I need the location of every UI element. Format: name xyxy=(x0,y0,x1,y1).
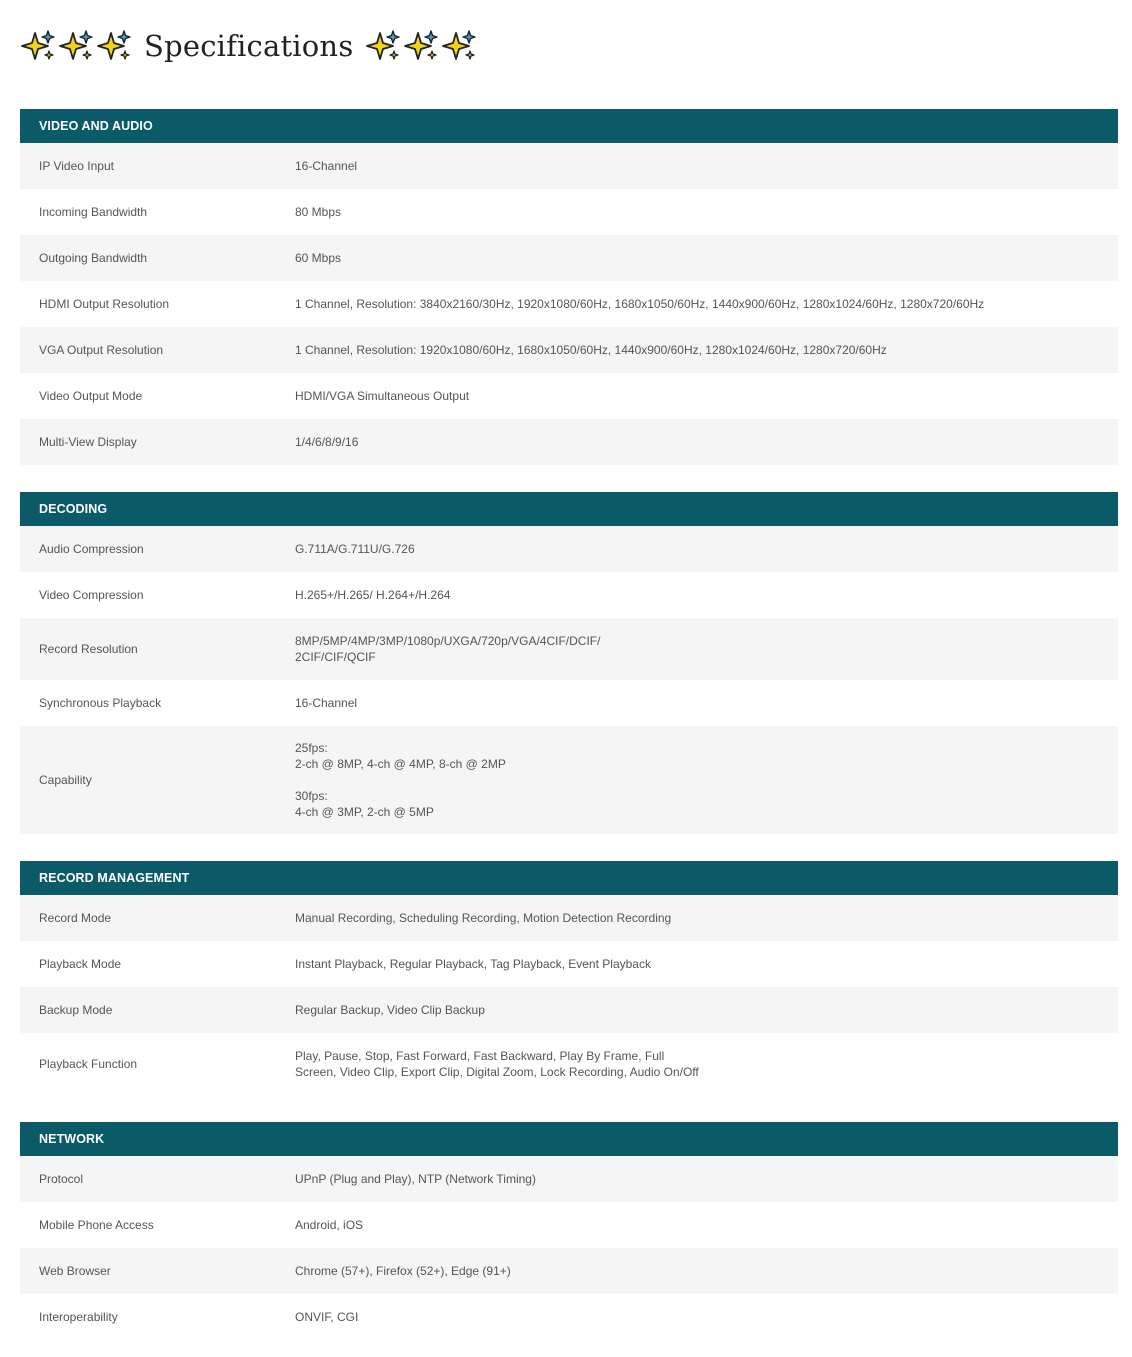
spec-label: IP Video Input xyxy=(39,159,114,173)
spec-section-decoding xyxy=(20,492,1118,834)
spec-label: Video Compression xyxy=(39,588,144,602)
sparkles-icon xyxy=(20,28,56,64)
spec-row xyxy=(20,419,1118,465)
spec-value: 8MP/5MP/4MP/3MP/1080p/UXGA/720p/VGA/4CIF/DCIF/ 2CIF/CIF/QCIF xyxy=(295,634,601,664)
spec-value: H.265+/H.265/ H.264+/H.264 xyxy=(295,588,451,602)
spec-row xyxy=(20,895,1118,941)
spec-row xyxy=(20,327,1118,373)
spec-label: Protocol xyxy=(39,1172,84,1186)
spec-row xyxy=(20,941,1118,987)
spec-row xyxy=(20,235,1118,281)
spec-row xyxy=(20,1156,1118,1202)
spec-row xyxy=(20,1202,1118,1248)
sparkles-group-right xyxy=(365,28,477,64)
spec-label: Web Browser xyxy=(39,1264,111,1278)
spec-value: 16-Channel xyxy=(295,159,358,173)
section-header: NETWORK xyxy=(20,1122,1118,1156)
spec-row xyxy=(20,526,1118,572)
section-header: VIDEO AND AUDIO xyxy=(20,109,1118,143)
spec-label: Mobile Phone Access xyxy=(39,1218,154,1232)
sparkles-icon xyxy=(403,28,439,64)
spec-label: Synchronous Playback xyxy=(39,696,162,710)
spec-value: Manual Recording, Scheduling Recording, Motion Detection Recording xyxy=(295,911,672,925)
sparkles-icon xyxy=(441,28,477,64)
spec-value: 1/4/6/8/9/16 xyxy=(295,435,359,449)
spec-section-video-audio xyxy=(20,109,1118,465)
page-title xyxy=(20,26,477,66)
spec-value: UPnP (Plug and Play), NTP (Network Timing) xyxy=(295,1172,536,1186)
spec-label: Capability xyxy=(39,773,92,787)
spec-label: Record Mode xyxy=(39,911,112,925)
spec-value: HDMI/VGA Simultaneous Output xyxy=(295,389,470,403)
sparkles-group-left xyxy=(20,28,132,64)
sparkles-icon xyxy=(58,28,94,64)
spec-label: Backup Mode xyxy=(39,1003,113,1017)
spec-value: 1 Channel, Resolution: 1920x1080/60Hz, 1680x1050/60Hz, 1440x900/60Hz, 1280x1024/60Hz, 1280x720/60Hz xyxy=(295,343,887,357)
spec-value: 80 Mbps xyxy=(295,205,342,219)
spec-label: VGA Output Resolution xyxy=(39,343,164,357)
page-title-text: Specifications xyxy=(144,29,354,63)
spec-value: 60 Mbps xyxy=(295,251,342,265)
spec-row xyxy=(20,1294,1118,1340)
sparkles-icon xyxy=(365,28,401,64)
spec-label: Interoperability xyxy=(39,1310,118,1324)
sparkles-icon xyxy=(96,28,132,64)
spec-section-record-management xyxy=(20,861,1118,1095)
spec-value: 16-Channel xyxy=(295,696,358,710)
spec-label: Incoming Bandwidth xyxy=(39,205,148,219)
spec-value: Android, iOS xyxy=(295,1218,364,1232)
spec-label: Record Resolution xyxy=(39,642,138,656)
spec-value: 1 Channel, Resolution: 3840x2160/30Hz, 1920x1080/60Hz, 1680x1050/60Hz, 1440x900/60Hz, 1280x1024/60Hz, 1280x720/60Hz xyxy=(295,297,985,311)
spec-value: Regular Backup, Video Clip Backup xyxy=(295,1003,485,1017)
spec-label: Playback Mode xyxy=(39,957,122,971)
spec-section-network xyxy=(20,1122,1118,1340)
spec-row xyxy=(20,572,1118,618)
section-header: DECODING xyxy=(20,492,1118,526)
section-header: RECORD MANAGEMENT xyxy=(20,861,1118,895)
spec-value: 25fps: 2-ch @ 8MP, 4-ch @ 4MP, 8-ch @ 2MP 30fps: 4-ch @ 3MP, 2-ch @ 5MP xyxy=(295,741,506,819)
spec-label: Audio Compression xyxy=(39,542,144,556)
spec-label: Playback Function xyxy=(39,1057,138,1071)
spec-row xyxy=(20,726,1118,834)
spec-row xyxy=(20,1033,1118,1095)
spec-label: Outgoing Bandwidth xyxy=(39,251,148,265)
spec-row xyxy=(20,373,1118,419)
spec-row xyxy=(20,987,1118,1033)
spec-value: Play, Pause, Stop, Fast Forward, Fast Backward, Play By Frame, Full Screen, Video Clip, Export Clip, Digital Zoom, Lock Recording, Audio On/Off xyxy=(295,1049,699,1079)
spec-row xyxy=(20,618,1118,680)
spec-row xyxy=(20,189,1118,235)
spec-value: G.711A/G.711U/G.726 xyxy=(295,542,415,556)
spec-row xyxy=(20,143,1118,189)
spec-row xyxy=(20,1248,1118,1294)
spec-label: Video Output Mode xyxy=(39,389,143,403)
spec-value: ONVIF, CGI xyxy=(295,1310,359,1324)
spec-row xyxy=(20,680,1118,726)
spec-value: Chrome (57+), Firefox (52+), Edge (91+) xyxy=(295,1264,511,1278)
spec-row xyxy=(20,281,1118,327)
spec-label: Multi-View Display xyxy=(39,435,137,449)
spec-value: Instant Playback, Regular Playback, Tag Playback, Event Playback xyxy=(295,957,651,971)
spec-label: HDMI Output Resolution xyxy=(39,297,170,311)
